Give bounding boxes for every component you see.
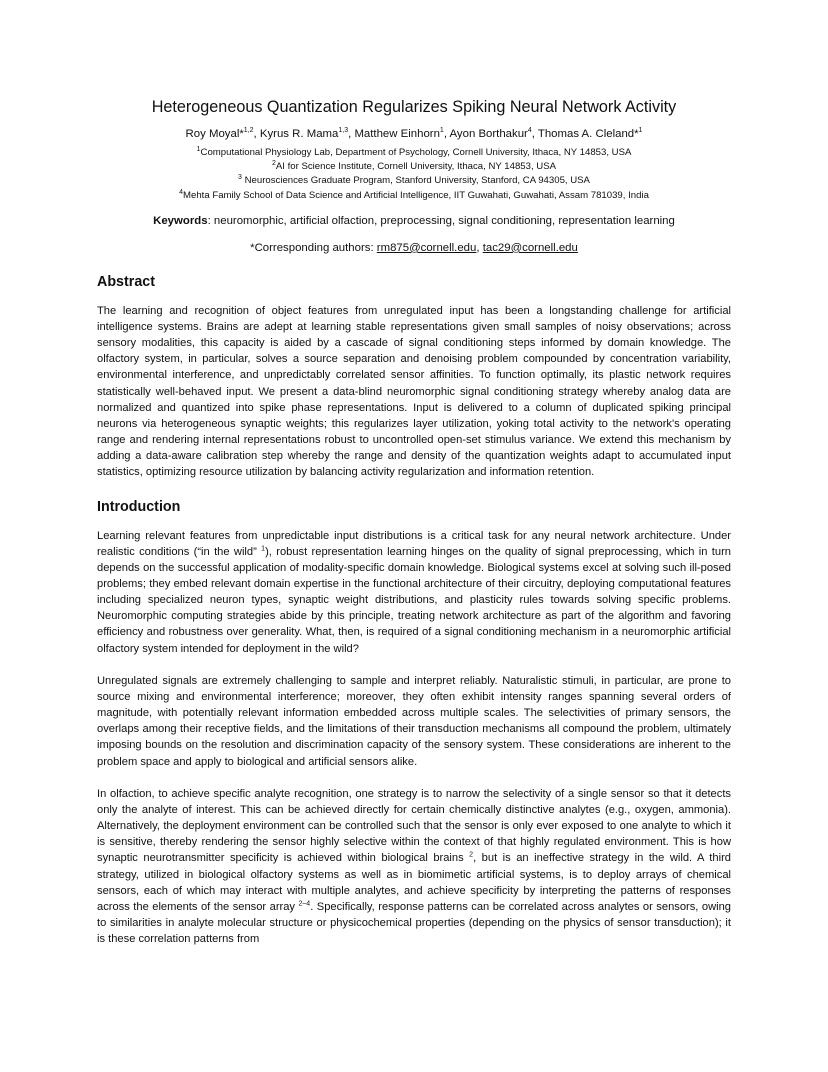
author-name: Ayon Borthakur (449, 128, 528, 140)
text-run: . Specifically, response patterns can be correlated across analytes or sensors, owing to similarities in analyte molecular structure or physicochemical properties (depending on the physics of sensor transduction); it is these correlation patterns from (97, 900, 731, 946)
abstract-heading: Abstract (97, 273, 155, 290)
author-name: Roy Moyal* (185, 128, 244, 140)
affiliation-line (97, 189, 731, 203)
affiliation-line (97, 160, 731, 174)
author-list (97, 126, 731, 142)
corresponding-authors (97, 240, 731, 256)
affiliation-marker: 3 (238, 174, 242, 182)
author-affiliation-marker: 1 (638, 127, 643, 135)
intro-paragraph (97, 786, 731, 948)
keywords-label: Keywords (153, 214, 208, 227)
corresponding-label: *Corresponding authors: (250, 241, 377, 254)
intro-paragraph: Unregulated signals are extremely challenging to sample and interpret reliably. Naturalistic stimuli, in particular, are prone to source mixing and environmental interference; moreover, they often exhibit intensity ranges spanning several orders of magnitude, with potentially relevant information embedded across multiple scales. The selectivities of primary sensors, the overlaps among their receptive fields, and the limitations of their transduction mechanisms all compound the problem, ultimately imposing bounds on the resolution and discrimination capacity of the sensory system. These considerations are inherent to the problem space and apply to biological and artificial sensors alike. (97, 674, 731, 768)
abstract-paragraph: The learning and recognition of object features from unregulated input has been a longstanding challenge for artificial intelligence systems. Brains are adept at learning stable representations given small samples of noisy observations; across sensory modalities, this capacity is aided by a cascade of signal conditioning steps informed by domain knowledge. The olfactory system, in particular, solves a source separation and denoising problem compounded by concentration variability, environmental interference, and unpredictably correlated sensor affinities. To function optimally, its plastic network requires statistically well-behaved input. We present a data-blind neuromorphic signal conditioning strategy whereby analog data are normalized and quantized into spike phase representations. Input is delivered to a column of duplicated spiking principal neurons via heterogeneous synaptic weights; this regularizes layer utilization, yoking total activity to the network's operating range and rendering internal representations robust to uncontrolled open-set stimulus variance. We extend this mechanism by adding a data-aware calibration step whereby the range and density of the quantization weights adapt to accumulated input statistics, optimizing resource utilization by balancing activity regularization and information retention. (97, 304, 731, 479)
author-name: Matthew Einhorn (354, 128, 440, 140)
citation-marker: 2 (469, 851, 474, 859)
citation-marker: 2–4 (298, 900, 311, 908)
introduction-heading: Introduction (97, 498, 181, 515)
keywords (97, 213, 731, 229)
affiliation-text: AI for Science Institute, Cornell University, Ithaca, NY 14853, USA (275, 161, 557, 173)
author-name: Kyrus R. Mama (259, 128, 339, 140)
intro-paragraph (97, 528, 731, 657)
author-separator: , (348, 128, 355, 140)
author-affiliation-marker: 1,3 (338, 127, 349, 135)
paper-title: Heterogeneous Quantization Regularizes Spiking Neural Network Activity (151, 98, 677, 116)
text-run: In olfaction, to achieve specific analyte recognition, one strategy is to narrow the selectivity of a single sensor so that it detects only the analyte of interest. This can be achieved directly for certain chemically distinctive analytes (e.g., oxygen, ammonia). Alternatively, the deployment environment can be controlled such that the sensor is only ever exposed to one analyte to which it is sensitive, thereby rendering the sensor highly selective within the context of that highly regulated environment. This is how synaptic neurotransmitter specificity is achieved within biological brains (97, 787, 731, 865)
email-link[interactable]: tac29@cornell.edu (482, 241, 578, 254)
affiliation-marker: 4 (179, 188, 183, 196)
author-name: Thomas A. Cleland* (537, 128, 639, 140)
text-run: , but is an ineffective strategy in the wild. A third strategy, utilized in biological olfactory systems as well as in biomimetic artificial systems, is to deploy arrays of chemical sensors, each of which may interact with multiple analytes, and achieve specificity by interpreting the patterns of responses across the elements of the sensor array (97, 852, 731, 913)
author-separator: , (443, 128, 450, 140)
affiliation-text: Mehta Family School of Data Science and Artificial Intelligence, IIT Guwahati, Guwahati, Assam 781039, India (183, 189, 649, 201)
text-run: Learning relevant features from unpredictable input distributions is a critical task for any neural network architecture. Under realistic conditions (“in the wild” (97, 529, 731, 558)
keywords-text: : neuromorphic, artificial olfaction, preprocessing, signal conditioning, representation learning (207, 214, 675, 227)
author-separator: , (531, 128, 538, 140)
affiliation-line (97, 174, 731, 188)
text-run: ), robust representation learning hinges on the quality of signal preprocessing, which in turn depends on the successful application of modality-specific domain knowledge. Biological systems excel at solving such ill-posed problems; they embed relevant domain expertise in the functional architecture of their circuitry, deploying computational features including specialized neuron types, synaptic weight distributions, and plasticity rules towards solving specific problems. Neuromorphic computing strategies abide by this principle, treating network architecture as part of the algorithm and favoring efficiency and robustness over generality. What, then, is required of a signal conditioning mechanism in a neuromorphic artificial olfactory system intended for deployment in the wild? (97, 545, 731, 655)
author-affiliation-marker: 1,2 (243, 127, 254, 135)
author-affiliation-marker: 1 (439, 127, 444, 135)
affiliation-line (97, 146, 731, 160)
affiliation-text: Neurosciences Graduate Program, Stanford University, Stanford, CA 94305, USA (244, 175, 590, 187)
email-separator: , (476, 241, 483, 254)
affiliation-text: Computational Physiology Lab, Department of Psychology, Cornell University, Ithaca, NY 14853, USA (200, 147, 632, 158)
author-separator: , (253, 128, 260, 140)
citation-marker: 1 (261, 544, 266, 552)
affiliation-marker: 2 (271, 160, 276, 168)
affiliation-marker: 1 (196, 145, 201, 153)
author-affiliation-marker: 4 (527, 127, 532, 135)
email-link[interactable]: rm875@cornell.edu (376, 241, 477, 254)
